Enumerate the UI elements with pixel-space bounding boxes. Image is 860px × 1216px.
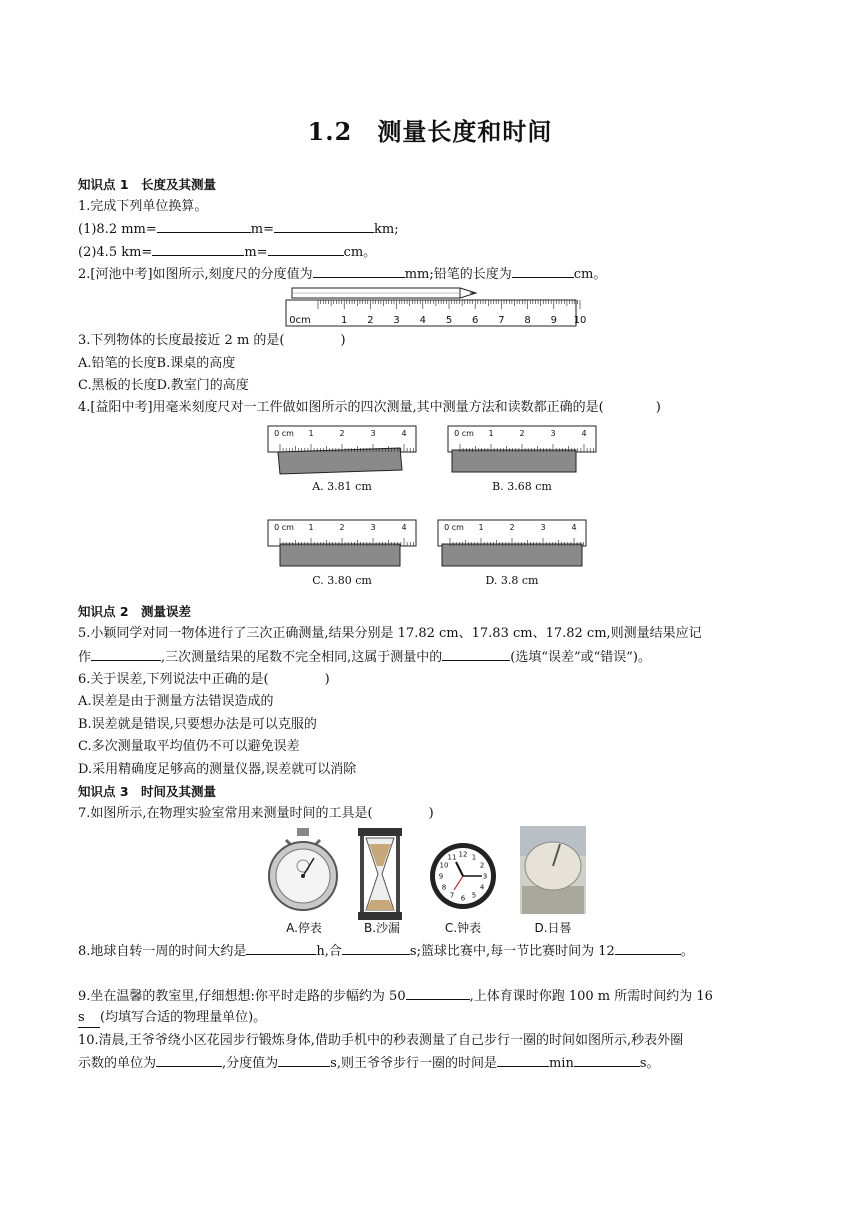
- question-4: [78, 399, 661, 417]
- ruler-label: 2: [519, 429, 525, 438]
- answer-blank[interactable]: [342, 942, 410, 955]
- option-caption: A. 3.81 cm: [312, 480, 372, 493]
- answer-blank[interactable]: [152, 243, 244, 256]
- text: m=: [250, 222, 275, 237]
- ruler-label: 2: [339, 429, 345, 438]
- option-b[interactable]: B.课桌的高度: [156, 356, 236, 371]
- text: cm。: [343, 245, 377, 260]
- text: cm。: [573, 267, 607, 282]
- ruler-label: 7: [498, 315, 505, 326]
- sundial-icon: [520, 826, 586, 914]
- question-5-line-2: [78, 648, 651, 667]
- instrument-caption: C.钟表: [444, 921, 482, 935]
- ruler-label: 3: [370, 429, 376, 438]
- measurement-panel: [268, 426, 416, 493]
- section-heading-3: 知识点 3 时间及其测量: [78, 784, 217, 799]
- answer-blank[interactable]: [442, 648, 510, 661]
- text: ,三次测量结果的尾数不完全相同,这属于测量中的: [161, 650, 443, 665]
- ruler-label: 3: [550, 429, 556, 438]
- text: km;: [374, 222, 399, 237]
- measurement-panel: [448, 426, 596, 493]
- option-d[interactable]: D.采用精确度足够高的测量仪器,误差就可以消除: [78, 762, 357, 777]
- option-b[interactable]: B.误差就是错误,只要想办法是可以克服的: [78, 717, 317, 732]
- ruler-label: 0cm: [289, 315, 311, 326]
- text: ): [428, 806, 434, 821]
- ruler-label: 2: [509, 523, 515, 532]
- question-1-part-1: [78, 220, 399, 239]
- question-2: [78, 265, 606, 284]
- text: min: [548, 1056, 574, 1071]
- text: s。: [639, 1056, 660, 1071]
- clock-number: 3: [482, 872, 488, 881]
- ruler-label: 8: [524, 315, 531, 326]
- time-instruments-figure: [270, 826, 590, 938]
- clock-number: 4: [479, 883, 485, 892]
- question-10-line-2: [78, 1054, 660, 1073]
- answer-blank[interactable]: [497, 1054, 549, 1067]
- instrument-caption: D.日晷: [534, 921, 572, 935]
- ruler-label: 0 cm: [274, 523, 294, 532]
- option-caption: C. 3.80 cm: [312, 574, 372, 587]
- option-a[interactable]: A.铅笔的长度: [78, 356, 157, 371]
- question-10-line-1: 10.清晨,王爷爷绕小区花园步行锻炼身体,借助手机中的秒表测量了自己步行一圈的时间如图所示,秒表外圈: [78, 1033, 684, 1048]
- text: 6.关于误差,下列说法中正确的是(: [78, 672, 269, 687]
- text: (选填“误差”或“错误”)。: [510, 650, 652, 665]
- workpiece: [442, 544, 582, 566]
- question-8: [78, 942, 694, 961]
- ruler-label: 1: [488, 429, 494, 438]
- clock-number: 10: [439, 861, 449, 870]
- text: (1)8.2 mm=: [78, 222, 157, 237]
- question-7: [78, 805, 434, 823]
- workpiece: [452, 450, 576, 472]
- stopwatch-icon: [269, 828, 337, 910]
- ruler-label: 1: [308, 429, 314, 438]
- answer-blank[interactable]: [91, 648, 161, 661]
- answer-blank[interactable]: [278, 1054, 330, 1067]
- text: ): [655, 400, 661, 415]
- question-3-options-ab: [78, 355, 235, 373]
- text: (均填写合适的物理量单位)。: [100, 1010, 267, 1025]
- question-9-line-1: [78, 987, 713, 1006]
- ruler-label: 5: [445, 315, 453, 326]
- option-d[interactable]: D.教室门的高度: [156, 378, 249, 393]
- section-heading-1: 知识点 1 长度及其测量: [78, 177, 217, 192]
- text: h,合: [316, 944, 342, 959]
- text: 2.[河池中考]如图所示,刻度尺的分度值为: [78, 267, 313, 282]
- text: 3.下列物体的长度最接近 2 m 的是(: [78, 333, 285, 348]
- workpiece: [278, 448, 402, 474]
- text: 示数的单位为: [78, 1056, 157, 1071]
- answer-blank[interactable]: [615, 942, 681, 955]
- ruler-label: 0 cm: [444, 523, 464, 532]
- question-1-part-2: [78, 243, 376, 262]
- hourglass-icon: [358, 828, 402, 920]
- clock-number: 12: [458, 850, 468, 859]
- clock-number: 7: [449, 891, 455, 900]
- answer-blank[interactable]: [274, 220, 374, 233]
- ruler-label: 2: [367, 315, 374, 326]
- pencil-icon: [292, 288, 476, 298]
- clock-number: 11: [447, 853, 457, 862]
- ruler-label: 9: [550, 315, 557, 326]
- text: s;篮球比赛中,每一节比赛时间为 12: [409, 944, 615, 959]
- text: ): [340, 333, 346, 348]
- clock-number: 6: [460, 894, 466, 903]
- answer-example: s: [78, 1009, 100, 1028]
- section-heading-2: 知识点 2 测量误差: [78, 604, 192, 619]
- instrument-caption: B.沙漏: [363, 921, 401, 935]
- ruler-label: 1: [308, 523, 314, 532]
- answer-blank[interactable]: [406, 987, 470, 1000]
- option-caption: B. 3.68 cm: [492, 480, 552, 493]
- ruler-label: 1: [478, 523, 484, 532]
- ruler-label: 3: [540, 523, 546, 532]
- clock-number: 1: [471, 853, 477, 862]
- question-3: [78, 332, 346, 350]
- measurement-panel: [268, 520, 416, 587]
- text: ,上体育课时你跑 100 m 所需时间约为 16: [469, 989, 713, 1004]
- instrument-caption: A.停表: [286, 921, 322, 935]
- option-c[interactable]: C.多次测量取平均值仍不可以避免误差: [78, 739, 300, 754]
- ruler-label: 0 cm: [454, 429, 474, 438]
- ruler-pencil-figure: [284, 286, 587, 330]
- question-1: 1.完成下列单位换算。: [78, 199, 208, 214]
- ruler-label: 0 cm: [274, 429, 294, 438]
- answer-blank[interactable]: [313, 265, 405, 278]
- question-6: [78, 671, 330, 689]
- text: 9.坐在温馨的教室里,仔细想想:你平时走路的步幅约为 50: [78, 989, 406, 1004]
- ruler-label: 2: [339, 523, 345, 532]
- clock-number: 2: [479, 861, 485, 870]
- text: ,分度值为: [222, 1056, 279, 1071]
- ruler-label: 3: [370, 523, 376, 532]
- answer-blank[interactable]: [574, 1054, 640, 1067]
- workpiece: [280, 544, 400, 566]
- text: 8.地球自转一周的时间大约是: [78, 944, 247, 959]
- option-c[interactable]: C.黑板的长度: [78, 378, 157, 393]
- measurement-options-figure: [262, 422, 602, 594]
- question-3-options-cd: [78, 377, 249, 395]
- ruler-label: 4: [419, 315, 426, 326]
- text: 7.如图所示,在物理实验室常用来测量时间的工具是(: [78, 806, 373, 821]
- ruler-label: 1: [341, 315, 348, 326]
- text: s,则王爷爷步行一圈的时间是: [330, 1056, 497, 1071]
- text: 作: [78, 650, 92, 665]
- answer-blank[interactable]: [157, 220, 251, 233]
- text: (2)4.5 km=: [78, 245, 153, 260]
- text: mm;铅笔的长度为: [404, 267, 512, 282]
- ruler-label: 4: [401, 523, 407, 532]
- answer-blank[interactable]: [268, 243, 344, 256]
- clock-icon: [430, 843, 496, 909]
- clock-number: 5: [471, 891, 477, 900]
- ruler-label: 4: [581, 429, 587, 438]
- ruler-label: 6: [472, 315, 479, 326]
- clock-number: 8: [441, 883, 447, 892]
- page-title: 1.2 测量长度和时间: [307, 117, 553, 146]
- measurement-panel: [438, 520, 586, 587]
- text: m=: [244, 245, 268, 260]
- answer-blank[interactable]: [156, 1054, 222, 1067]
- ruler-label: 10: [573, 315, 587, 326]
- ruler-label: 4: [571, 523, 577, 532]
- answer-blank[interactable]: [512, 265, 574, 278]
- text: 4.[益阳中考]用毫米刻度尺对一工件做如图所示的四次测量,其中测量方法和读数都正确的是(: [78, 400, 604, 415]
- ruler-label: 4: [401, 429, 407, 438]
- option-caption: D. 3.8 cm: [485, 574, 539, 587]
- text: ): [324, 672, 330, 687]
- answer-blank[interactable]: [246, 942, 316, 955]
- question-5-line-1: 5.小颖同学对同一物体进行了三次正确测量,结果分别是 17.82 cm、17.83 cm、17.82 cm,则测量结果应记: [78, 626, 702, 641]
- ruler: [286, 300, 576, 326]
- question-9-line-2: [78, 1009, 266, 1028]
- clock-number: 9: [438, 872, 444, 881]
- ruler-label: 3: [393, 315, 400, 326]
- option-a[interactable]: A.误差是由于测量方法错误造成的: [78, 694, 274, 709]
- text: 。: [680, 944, 694, 959]
